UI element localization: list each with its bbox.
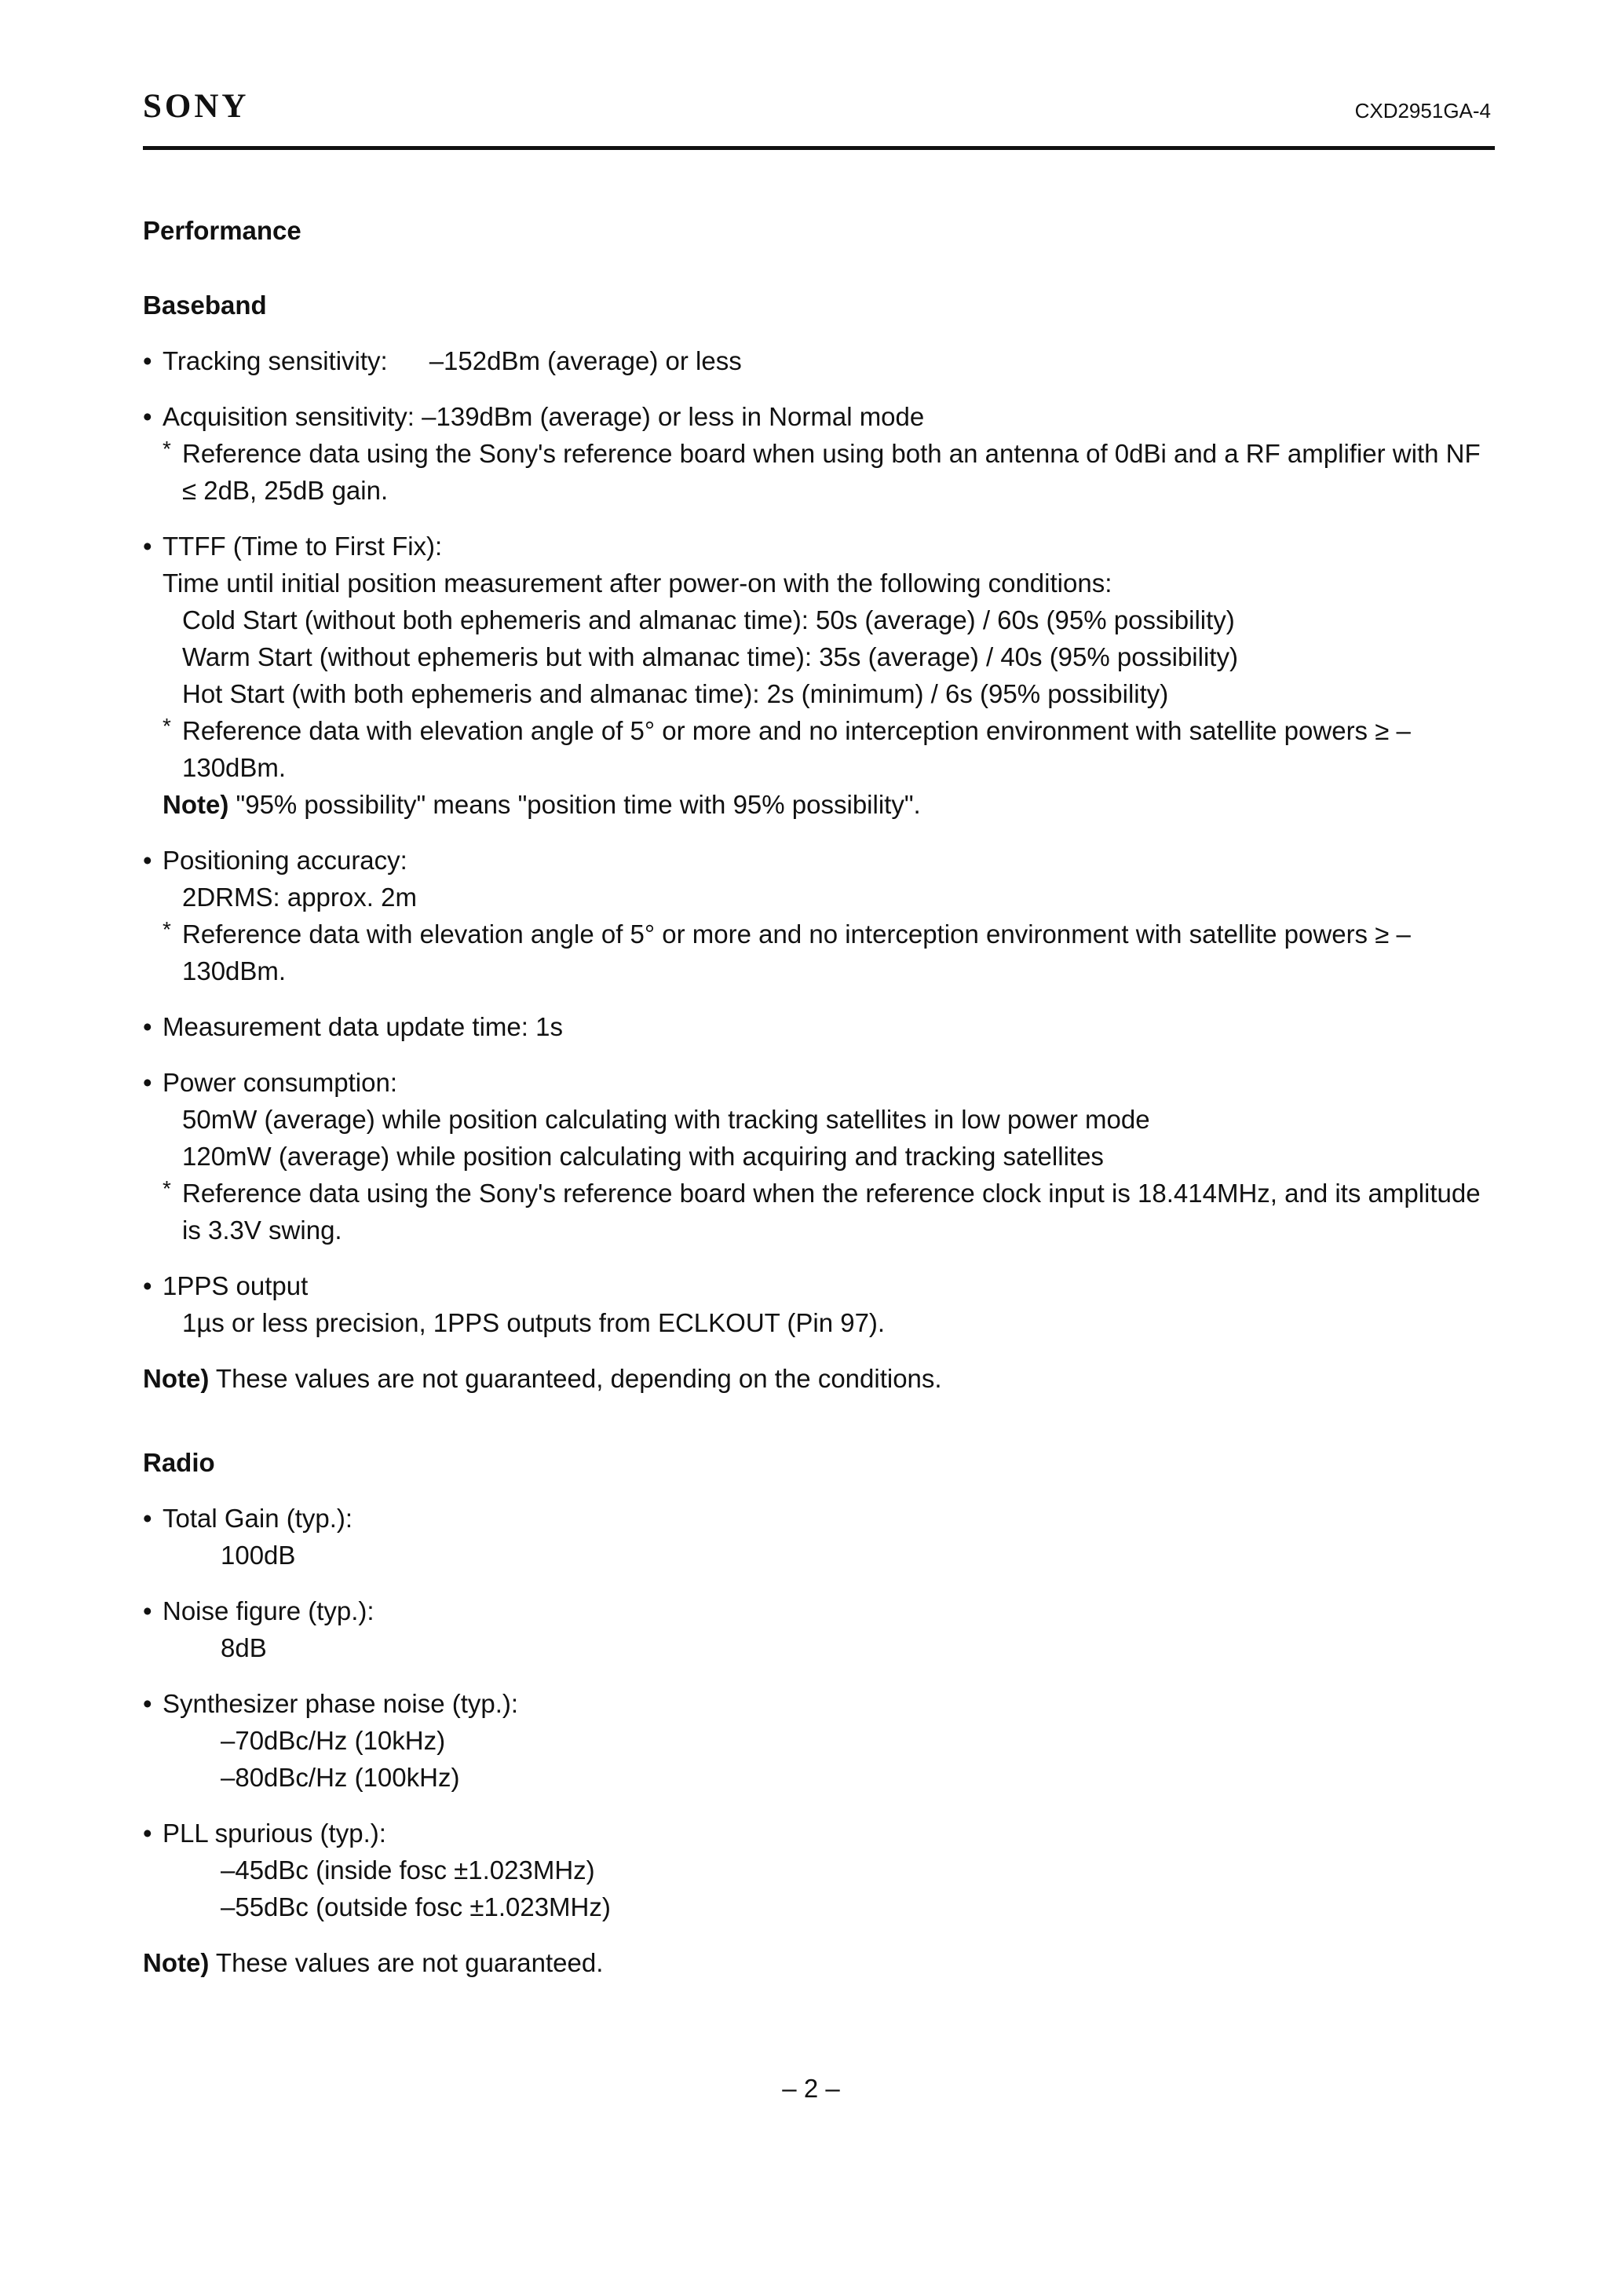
ttff-cold-start: Cold Start (without both ephemeris and almanac time): 50s (average) / 60s (95% possibility) [182,605,1235,634]
bullet-icon: • [143,1504,152,1533]
bullet-icon: • [143,532,152,561]
asterisk-icon: * [163,714,171,738]
radio-note [143,1944,1495,1981]
reference-note [163,435,1495,509]
note-text: These values are not guaranteed. [215,1948,604,1977]
asterisk-icon: * [163,437,171,461]
tracking-label: Tracking sensitivity: [163,346,388,375]
pll-spurious-label: PLL spurious (typ.): [163,1819,386,1848]
ttff-warm-start: Warm Start (without ephemeris but with almanac time): 35s (average) / 40s (95% possibility) [182,642,1238,671]
bullet-icon: • [143,1596,152,1625]
power-line: 50mW (average) while position calculating with tracking satellites in low power mode [182,1105,1150,1134]
power-label: Power consumption: [163,1068,397,1097]
total-gain-value: 100dB [221,1541,296,1570]
note-text: "95% possibility" means "position time with 95% possibility". [236,790,921,819]
phase-noise-label: Synthesizer phase noise (typ.): [163,1689,519,1718]
reference-text: Reference data with elevation angle of 5° or more and no interception environment with satellite powers ≥ –130dBm. [182,919,1411,985]
list-item-update-time [143,1008,1495,1045]
asterisk-icon: * [163,1176,171,1201]
list-item-ttff [143,528,1495,823]
list-item-pll-spurious [143,1815,1495,1925]
list-item-noise-figure [143,1592,1495,1666]
note-label: Note) [143,1948,210,1977]
list-item-power [143,1064,1495,1249]
pps-value: 1µs or less precision, 1PPS outputs from ECLKOUT (Pin 97). [182,1308,886,1337]
reference-text: Reference data with elevation angle of 5° or more and no interception environment with satellite powers ≥ –130dBm. [182,716,1411,782]
power-line: 120mW (average) while position calculating with acquiring and tracking satellites [182,1142,1104,1171]
bullet-icon: • [143,1012,152,1041]
noise-figure-value: 8dB [221,1633,267,1662]
reference-note [163,712,1495,786]
reference-note [163,1175,1495,1249]
document-id: CXD2951GA-4 [1354,99,1491,122]
bullet-icon: • [143,402,152,431]
asterisk-icon: * [163,917,171,941]
header-rule [143,146,1495,150]
baseband-note [143,1360,1495,1397]
ttff-label: TTFF (Time to First Fix): [163,532,443,561]
reference-text: Reference data using the Sony's reference board when the reference clock input is 18.414MHz, and its amplitude is 3.3V swing. [182,1179,1481,1245]
tracking-value: –152dBm (average) or less [429,346,742,375]
pll-spurious-value: –55dBc (outside fosc ±1.023MHz) [221,1892,611,1921]
list-item-total-gain [143,1500,1495,1574]
heading-baseband: Baseband [143,291,267,320]
total-gain-label: Total Gain (typ.): [163,1504,353,1533]
heading-radio: Radio [143,1448,215,1477]
list-item-tracking [143,342,1495,379]
note-label: Note) [163,790,229,819]
phase-noise-value: –80dBc/Hz (100kHz) [221,1763,460,1792]
list-item-1pps [143,1267,1495,1341]
page-number: – 2 – [782,2074,840,2103]
ttff-intro: Time until initial position measurement after power-on with the following conditions: [163,569,1112,598]
bullet-icon: • [143,1271,152,1300]
heading-performance: Performance [143,216,301,245]
bullet-icon: • [143,1819,152,1848]
reference-note [163,916,1495,989]
noise-figure-label: Noise figure (typ.): [163,1596,374,1625]
bullet-icon: • [143,1689,152,1718]
ttff-note [163,786,1495,823]
positioning-value: 2DRMS: approx. 2m [182,883,417,912]
pps-label: 1PPS output [163,1271,309,1300]
list-item-positioning [143,842,1495,989]
update-time-text: Measurement data update time: 1s [163,1012,563,1041]
note-label: Note) [143,1364,210,1393]
reference-text: Reference data using the Sony's reference board when using both an antenna of 0dBi and a RF amplifier with NF ≤ 2dB, 25dB gain. [182,439,1481,505]
bullet-icon: • [143,346,152,375]
sony-logo: SONY [143,88,250,125]
acquisition-text: Acquisition sensitivity: –139dBm (average) or less in Normal mode [163,402,925,431]
list-item-acquisition [143,398,1495,509]
page-content [143,212,1495,2000]
bullet-icon: • [143,1068,152,1097]
ttff-hot-start: Hot Start (with both ephemeris and almanac time): 2s (minimum) / 6s (95% possibility) [182,679,1169,708]
positioning-label: Positioning accuracy: [163,846,407,875]
note-text: These values are not guaranteed, depending on the conditions. [215,1364,942,1393]
phase-noise-value: –70dBc/Hz (10kHz) [221,1726,446,1755]
pll-spurious-value: –45dBc (inside fosc ±1.023MHz) [221,1855,595,1885]
list-item-phase-noise [143,1685,1495,1796]
bullet-icon: • [143,846,152,875]
